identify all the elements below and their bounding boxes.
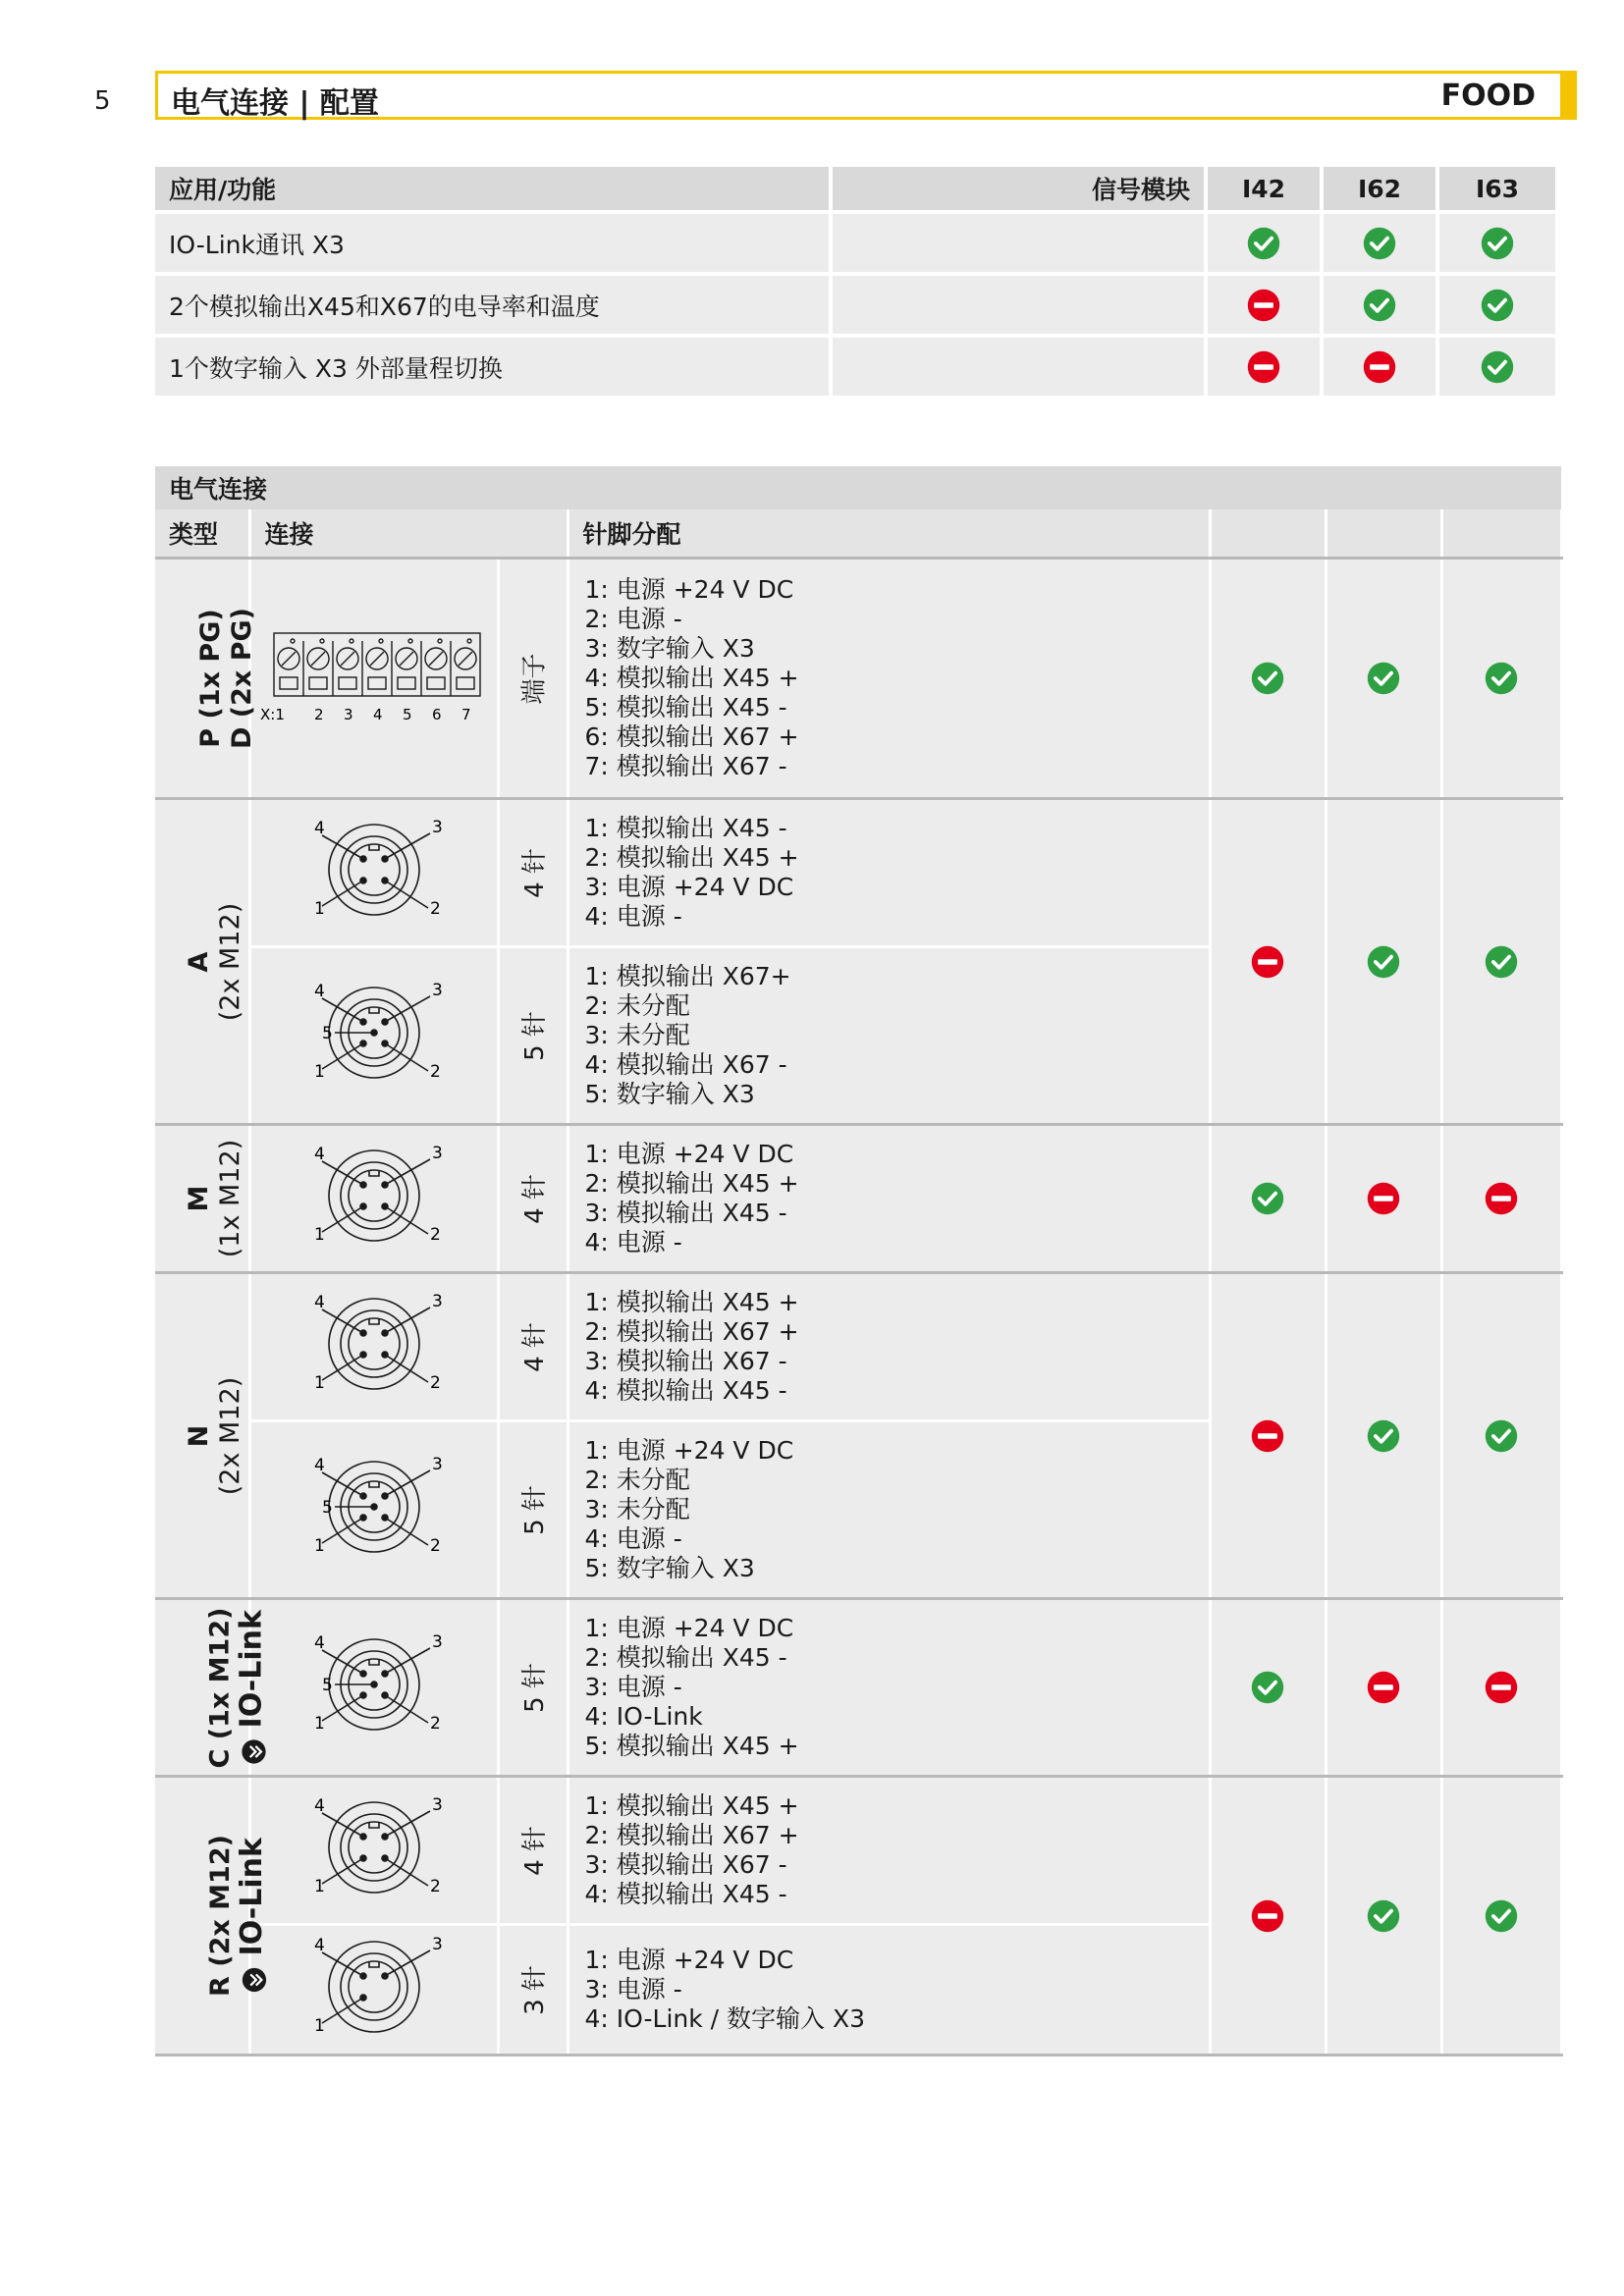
check-circle-icon [1484,661,1519,696]
m12-connector-diagram [281,979,467,1087]
terminal-number-2: 2 [313,706,324,723]
pin-assignment-line: 2: 模拟输出 X45 + [584,843,799,872]
pin-assignment [568,1273,1210,1421]
status-cell-i42 [1210,1125,1326,1273]
terminal-block-diagram [256,621,492,729]
feature-label: IO-Link通讯 X3 [155,214,833,276]
pin-assignment-line: 2: 模拟输出 X45 + [584,1169,799,1198]
status-cell-i63 [1441,1273,1561,1599]
header-blank-2 [1326,509,1441,559]
pin-label-4: 4 [313,1796,325,1816]
pin-label-2: 2 [429,1536,441,1556]
pin-assignment-line: 2: 未分配 [584,1466,690,1494]
features-table [155,167,1559,400]
m12-connector-diagram [281,1933,467,2041]
connector-kind-label: 4 针 [520,1825,550,1876]
status-cell-i62 [1326,559,1441,799]
pin-assignment-line: 2: 模拟输出 X67 + [584,1821,799,1849]
pin-assignment-line: 3: 模拟输出 X67 - [584,1347,787,1375]
pin-assignment-line: 4: 电源 - [584,1228,682,1256]
pin-assignment-line: 4: IO-Link / 数字输入 X3 [584,2004,866,2033]
check-circle-icon [1250,1670,1285,1705]
terminal-number-3: 3 [343,706,353,723]
iolink-label: IO-Link [234,1609,269,1738]
pin-assignment-line: 4: IO-Link [584,1702,703,1731]
pin-label-3: 3 [431,1144,443,1163]
terminal-number-1: X:1 [259,706,285,723]
header-connection: 连接 [249,509,568,559]
pin-label-3: 3 [431,1795,443,1815]
electrical-table [155,466,1563,2056]
pin-assignment-line: 1: 模拟输出 X45 + [584,1288,799,1316]
pin-label-1: 1 [313,1373,325,1393]
header-application: 应用/功能 [155,167,833,214]
connection-type-label: N [184,1424,215,1447]
check-circle-icon [1480,288,1515,323]
pin-label-4: 4 [313,1633,325,1653]
status-cell-i42 [1208,276,1324,338]
connector-diagram-cell [249,1421,498,1599]
check-circle-icon [1250,661,1285,696]
no-entry-icon [1246,349,1281,385]
header-type: 类型 [155,509,249,559]
pin-label-2: 2 [429,1714,441,1734]
status-cell-i62 [1324,338,1439,400]
pin-assignment-line: 4: 模拟输出 X45 - [584,1376,787,1405]
pin-assignment-line: 1: 模拟输出 X45 + [584,1791,799,1820]
header-accent [1563,71,1577,120]
status-cell-i63 [1439,276,1559,338]
m12-connector-diagram [281,1453,467,1561]
m12-connector-diagram [281,1142,467,1250]
pin-assignment-line: 3: 未分配 [584,1021,690,1049]
pin-assignment-line: 3: 模拟输出 X67 - [584,1850,787,1879]
status-cell-i62 [1326,1777,1441,2056]
check-circle-icon [1484,1418,1519,1454]
connection-row [155,1599,1561,1777]
pin-label-2: 2 [429,899,441,919]
connection-row [155,1125,1561,1273]
pin-assignment-line: 4: 模拟输出 X45 - [584,1880,787,1908]
pin-assignment [568,1599,1210,1777]
connection-type-label: A [184,951,215,972]
connector-kind-label: 4 针 [520,847,550,898]
pin-assignment-line: 1: 电源 +24 V DC [584,1614,794,1642]
pin-assignment-line: 3: 电源 - [584,1673,682,1701]
check-circle-icon [1250,1181,1285,1216]
connector-kind-label: 4 针 [520,1321,550,1372]
no-entry-icon [1250,1898,1285,1934]
connection-type-sublabel: D (2x PG) [227,607,258,750]
connection-type-sublabel: (2x M12) [215,902,246,1021]
check-circle-icon [1366,661,1401,696]
pin-assignment-line: 3: 电源 - [584,1975,682,2003]
pin-assignment-line: 1: 电源 +24 V DC [584,1946,794,1974]
status-cell-i63 [1441,1125,1561,1273]
check-circle-icon [1484,1898,1519,1934]
connector-kind [498,559,568,799]
connection-type-sublabel: (2x M12) [215,1376,246,1495]
pin-assignment [568,799,1210,947]
pin-assignment-line: 1: 模拟输出 X45 - [584,814,787,842]
connection-type [155,799,249,1125]
connector-kind [498,1599,568,1777]
pin-label-1: 1 [313,1225,325,1245]
pin-assignment-line: 7: 模拟输出 X67 - [584,752,787,780]
page-number: 5 [94,86,111,116]
pin-assignment-line: 2: 模拟输出 X67 + [584,1317,799,1346]
header-i62: I62 [1324,167,1439,214]
connection-type [155,1125,249,1273]
check-circle-icon [1366,944,1401,980]
pin-assignment [568,559,1210,799]
iolink-logo-icon [240,1966,267,1994]
check-circle-icon [1480,226,1515,261]
pin-label-3: 3 [431,1935,443,1954]
status-cell-i42 [1208,338,1324,400]
connector-kind-label: 3 针 [520,1964,550,2015]
check-circle-icon [1366,1898,1401,1934]
no-entry-icon [1366,1670,1401,1705]
pin-label-4: 4 [313,1293,325,1312]
connector-kind [498,1273,568,1421]
no-entry-icon [1362,349,1397,385]
header-i63: I63 [1439,167,1559,214]
check-circle-icon [1366,1418,1401,1454]
pin-label-1: 1 [313,2016,325,2036]
pin-label-4: 4 [313,1145,325,1164]
status-cell-i62 [1326,799,1441,1125]
connection-type-sublabel: (1x M12) [215,1139,246,1258]
terminal-number-4: 4 [372,706,383,723]
connection-row [155,1777,1561,1925]
pin-label-2: 2 [429,1225,441,1245]
pin-assignment-line: 4: 电源 - [584,1524,682,1553]
pin-assignment [568,947,1210,1125]
connection-type [155,559,258,799]
status-cell-i42 [1208,214,1324,276]
pin-label-2: 2 [429,1373,441,1393]
status-cell-i63 [1441,559,1561,799]
pin-assignment-line: 1: 电源 +24 V DC [584,1436,794,1465]
pin-assignment-line: 4: 模拟输出 X45 + [584,664,799,692]
feature-row [155,214,1559,276]
connector-kind-label: 5 针 [520,1484,550,1535]
check-circle-icon [1480,349,1515,385]
status-cell-i63 [1441,799,1561,1125]
check-circle-icon [1362,288,1397,323]
pin-assignment-line: 1: 电源 +24 V DC [584,1140,794,1168]
terminal-number-5: 5 [402,706,412,723]
pin-label-3: 3 [431,1292,443,1311]
status-cell-i63 [1441,1599,1561,1777]
no-entry-icon [1366,1181,1401,1216]
header-i42: I42 [1208,167,1324,214]
connector-diagram-cell [249,1777,498,1925]
pin-label-5: 5 [321,1024,333,1043]
pin-label-1: 1 [313,1714,325,1734]
header-blank-1 [1210,509,1326,559]
pin-assignment [568,1421,1210,1599]
status-cell-i62 [1326,1599,1441,1777]
pin-assignment-line: 5: 数字输入 X3 [584,1080,755,1108]
m12-connector-diagram [281,1793,467,1901]
pin-assignment-line: 3: 数字输入 X3 [584,634,755,663]
iolink-label: IO-Link [234,1838,269,1966]
pin-label-4: 4 [313,1456,325,1475]
pin-label-3: 3 [431,1632,443,1652]
pin-label-1: 1 [313,899,325,919]
pin-assignment-line: 5: 模拟输出 X45 + [584,1732,799,1760]
pin-assignment-line: 1: 模拟输出 X67+ [584,962,791,990]
status-cell-i42 [1210,1273,1326,1599]
pin-label-1: 1 [313,1536,325,1556]
header-signal-module: 信号模块 [833,167,1208,214]
connection-type [155,1599,269,1777]
connector-kind [498,1421,568,1599]
pin-assignment [568,1777,1210,1925]
feature-label: 2个模拟输出X45和X67的电导率和温度 [155,276,833,338]
signal-module-cell [833,276,1208,338]
status-cell-i63 [1441,1777,1561,2056]
connector-kind [498,1925,568,2056]
connector-diagram-cell [249,1925,498,2056]
connector-kind-label: 端子 [519,652,550,705]
pin-label-1: 1 [313,1062,325,1082]
connector-kind [498,1125,568,1273]
pin-assignment-line: 6: 模拟输出 X67 + [584,722,799,751]
signal-module-cell [833,214,1208,276]
connection-type-label: M [184,1185,215,1212]
page-title: 电气连接 | 配置 [171,86,379,121]
connection-type-label: P (1x PG) [195,609,227,748]
connection-type [155,1273,249,1599]
terminal-number-7: 7 [460,706,471,723]
pin-assignment-line: 4: 电源 - [584,902,682,931]
connector-diagram-cell [249,1273,498,1421]
pin-label-4: 4 [313,819,325,838]
connector-kind-label: 5 针 [520,1662,550,1713]
connector-kind [498,799,568,947]
connection-type-label: R (2x M12) [204,1835,236,1997]
connection-type-label: C (1x M12) [204,1607,236,1768]
status-cell-i62 [1326,1125,1441,1273]
pin-label-2: 2 [429,1062,441,1082]
pin-label-4: 4 [313,982,325,1001]
feature-label: 1个数字输入 X3 外部量程切换 [155,338,833,400]
pin-label-3: 3 [431,1455,443,1474]
connector-diagram-cell [249,559,498,799]
connector-diagram-cell [249,799,498,947]
check-circle-icon [1362,226,1397,261]
no-entry-icon [1250,1418,1285,1454]
pin-label-4: 4 [313,1936,325,1955]
pin-assignment-line: 2: 电源 - [584,605,682,633]
status-cell-i42 [1210,1599,1326,1777]
brand-label: FOOD [1440,79,1536,113]
status-cell-i42 [1210,799,1326,1125]
connector-kind-label: 5 针 [520,1010,550,1061]
pin-assignment-line: 3: 未分配 [584,1495,690,1523]
feature-row [155,276,1559,338]
no-entry-icon [1246,288,1281,323]
connection-row [155,559,1561,799]
pin-label-2: 2 [429,1877,441,1896]
m12-connector-diagram [281,816,467,924]
pin-label-5: 5 [321,1498,333,1518]
pin-assignment-line: 3: 电源 +24 V DC [584,873,794,901]
pin-label-1: 1 [313,1877,325,1896]
no-entry-icon [1484,1670,1519,1705]
status-cell-i62 [1324,214,1439,276]
pin-assignment [568,1125,1210,1273]
connector-kind [498,947,568,1125]
check-circle-icon [1484,944,1519,980]
connector-kind [498,1777,568,1925]
connector-diagram-cell [249,1125,498,1273]
status-cell-i42 [1210,1777,1326,2056]
pin-assignment-line: 1: 电源 +24 V DC [584,575,794,604]
pin-assignment-line: 5: 模拟输出 X45 - [584,693,787,721]
connector-kind-label: 4 针 [520,1173,550,1224]
pin-assignment-line: 3: 模拟输出 X45 - [584,1199,787,1227]
pin-label-3: 3 [431,981,443,1000]
no-entry-icon [1484,1181,1519,1216]
pin-assignment [568,1925,1210,2056]
header-blank-3 [1441,509,1561,559]
feature-row [155,338,1559,400]
pin-label-3: 3 [431,818,443,837]
signal-module-cell [833,338,1208,400]
connection-row [155,1273,1561,1421]
connection-row [155,799,1561,947]
connection-type [155,1777,269,2056]
pin-assignment-line: 2: 模拟输出 X45 - [584,1643,787,1672]
pin-assignment-line: 4: 模拟输出 X67 - [584,1050,787,1079]
connector-diagram-cell [249,947,498,1125]
m12-connector-diagram [281,1290,467,1398]
m12-connector-diagram [281,1630,467,1738]
header-pin-assignment: 针脚分配 [568,509,1210,559]
status-cell-i63 [1439,214,1559,276]
status-cell-i63 [1439,338,1559,400]
pin-assignment-line: 5: 数字输入 X3 [584,1554,755,1582]
status-cell-i42 [1210,559,1326,799]
connector-diagram-cell [249,1599,498,1777]
status-cell-i62 [1326,1273,1441,1599]
electrical-section-title: 电气连接 [155,466,1561,509]
no-entry-icon [1250,944,1285,980]
pin-label-5: 5 [321,1676,333,1695]
iolink-logo-icon [240,1737,267,1765]
terminal-number-6: 6 [431,706,442,723]
status-cell-i62 [1324,276,1439,338]
check-circle-icon [1246,226,1281,261]
pin-assignment-line: 2: 未分配 [584,991,690,1020]
